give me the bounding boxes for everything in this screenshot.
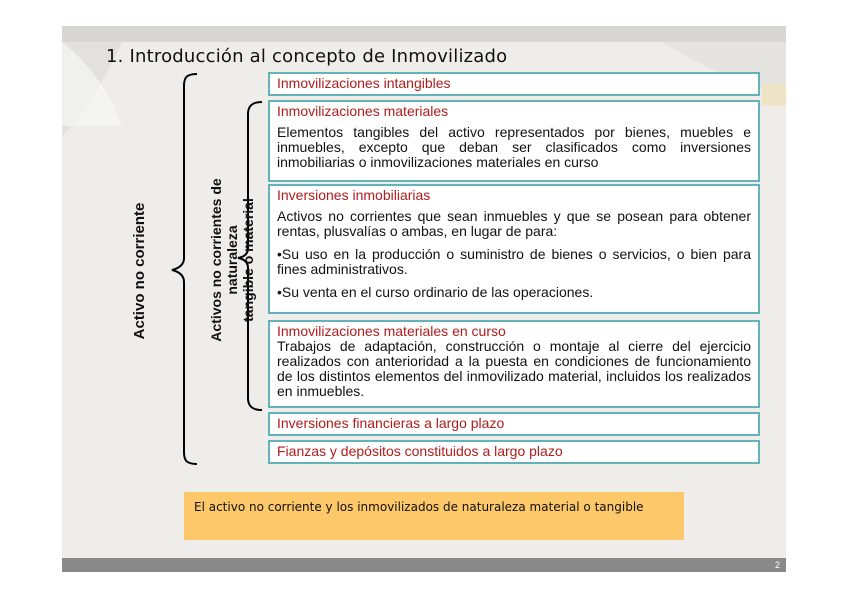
inner-label bbox=[208, 150, 256, 370]
box-financieras bbox=[268, 412, 760, 436]
box-en-curso bbox=[268, 320, 760, 408]
box-inversiones-bullet2: •Su venta en el curso ordinario de las operaciones. bbox=[277, 284, 594, 300]
box-financieras-title: Inversiones financieras a largo plazo bbox=[277, 415, 505, 431]
box-inversiones-inmobiliarias bbox=[268, 184, 760, 314]
page-number: 2 bbox=[774, 560, 780, 570]
box-fianzas bbox=[268, 440, 760, 464]
slide bbox=[62, 26, 786, 572]
box-materiales-title: Inmovilizaciones materiales bbox=[277, 103, 449, 119]
box-fianzas-title: Fianzas y depósitos constituidos a largo plazo bbox=[277, 443, 563, 459]
box-en-curso-text: Trabajos de adaptación, construcción o montaje al cierre del ejercicio realizados con anterioridad a la puesta en condiciones de funcionamiento de los distintos elementos del inmovilizado material, incluidos los realizados en inmuebles. bbox=[277, 338, 751, 399]
box-inversiones-bullet1: •Su uso en la producción o suministro de bienes o servicios, o bien para fines administrativos. bbox=[277, 246, 751, 277]
outer-label: Activo no corriente bbox=[131, 202, 148, 340]
box-en-curso-title: Inmovilizaciones materiales en curso bbox=[277, 323, 506, 339]
slide-title: 1. Introducción al concepto de Inmovilizado bbox=[106, 46, 508, 67]
box-inversiones-title: Inversiones inmobiliarias bbox=[277, 187, 431, 203]
summary-banner: El activo no corriente y los inmovilizados de naturaleza material o tangible bbox=[184, 492, 684, 540]
box-intangibles bbox=[268, 72, 760, 96]
inner-label-line2: tangible o material bbox=[240, 198, 256, 322]
box-materiales bbox=[268, 100, 760, 182]
inner-label-line1: Activos no corrientes de naturaleza bbox=[208, 178, 240, 342]
box-intangibles-title: Inmovilizaciones intangibles bbox=[277, 75, 451, 91]
footer-bar bbox=[62, 558, 786, 572]
box-materiales-text: Elementos tangibles del activo representados por bienes, muebles e inmuebles, excepto que deban ser clasificados como inversiones inmobiliarias o inmovilizaciones materiales en curso bbox=[277, 124, 751, 170]
box-inversiones-text: Activos no corrientes que sean inmuebles y que se posean para obtener rentas, plusvalías o ambas, en lugar de para: bbox=[277, 208, 751, 239]
outer-bracket bbox=[172, 74, 197, 464]
